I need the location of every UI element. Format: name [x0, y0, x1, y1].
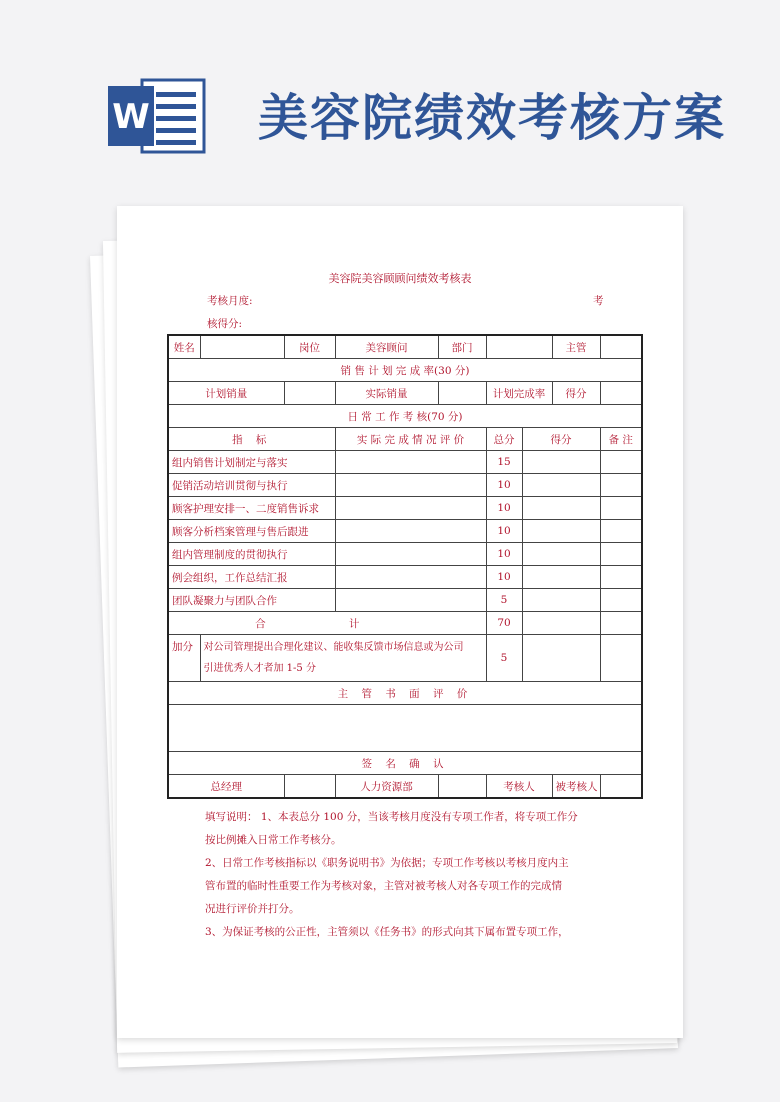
filling-instructions	[205, 806, 625, 944]
sign-row	[168, 775, 642, 799]
bonus-row	[168, 635, 642, 682]
gm-sign-cell[interactable]	[284, 775, 335, 799]
dept-label: 部门	[438, 335, 486, 359]
indicator-points: 10	[486, 543, 522, 566]
sum-score-cell[interactable]	[522, 612, 600, 635]
supervisor-eval-title: 主 管 书 面 评 价	[168, 682, 642, 705]
bonus-score-cell[interactable]	[522, 635, 600, 682]
score-cell[interactable]	[522, 474, 600, 497]
sum-label: 合 计	[168, 612, 486, 635]
post-label: 岗位	[284, 335, 335, 359]
bonus-text-line1: 对公司管理提出合理化建议、能收集反馈市场信息或为公司	[203, 642, 464, 653]
column-header-row	[168, 428, 642, 451]
score-cell[interactable]	[522, 566, 600, 589]
note-line: 按比例摊入日常工作考核分。	[205, 834, 342, 846]
gm-label: 总经理	[168, 775, 284, 799]
hr-label: 人力资源部	[335, 775, 438, 799]
indicator-name: 顾客分析档案管理与售后跟进	[168, 520, 335, 543]
indicator-points: 10	[486, 566, 522, 589]
actual-sales-label: 实际销量	[335, 382, 438, 405]
sales-score-label: 得分	[552, 382, 600, 405]
actual-sales-value[interactable]	[438, 382, 486, 405]
indicator-name: 组内销售计划制定与落实	[168, 451, 335, 474]
remark-cell[interactable]	[600, 520, 642, 543]
note-line: 3、为保证考核的公正性，主管须以《任务书》的形式向其下属布置专项工作，	[205, 926, 569, 938]
indicator-points: 10	[486, 474, 522, 497]
indicator-name: 例会组织，工作总结汇报	[168, 566, 335, 589]
assessee-label: 被考核人	[552, 775, 600, 799]
daily-section-title: 日 常 工 作 考 核(70 分)	[168, 405, 642, 428]
remark-cell[interactable]	[600, 566, 642, 589]
supervisor-value[interactable]	[600, 335, 642, 359]
indicator-name: 组内管理制度的贯彻执行	[168, 543, 335, 566]
evaluation-cell[interactable]	[335, 497, 486, 520]
score-cell[interactable]	[522, 543, 600, 566]
evaluation-cell[interactable]	[335, 589, 486, 612]
remark-cell[interactable]	[600, 451, 642, 474]
indicator-points: 5	[486, 589, 522, 612]
post-value: 美容顾问	[335, 335, 438, 359]
table-row	[168, 520, 642, 543]
remark-cell[interactable]	[600, 589, 642, 612]
indicator-name: 顾客护理安排一、二度销售诉求	[168, 497, 335, 520]
sign-section-title: 签 名 确 认	[168, 752, 642, 775]
sales-section-title: 销 售 计 划 完 成 率(30 分)	[168, 359, 642, 382]
sales-row	[168, 382, 642, 405]
remark-cell[interactable]	[600, 497, 642, 520]
header-row	[168, 335, 642, 359]
form-title: 美容院美容顾顾问绩效考核表	[328, 272, 472, 285]
indicator-header: 指 标	[168, 428, 335, 451]
total-header: 总分	[486, 428, 522, 451]
evaluation-cell[interactable]	[335, 520, 486, 543]
supervisor-eval-area[interactable]	[168, 705, 642, 752]
page-title: 美容院绩效考核方案	[258, 89, 726, 147]
corner-text: 考	[593, 295, 604, 307]
bonus-text-line2: 引进优秀人才者加 1-5 分	[203, 663, 316, 674]
plan-sales-value[interactable]	[284, 382, 335, 405]
table-row	[168, 497, 642, 520]
plan-sales-label: 计划销量	[168, 382, 284, 405]
indicator-points: 15	[486, 451, 522, 474]
sales-score-value[interactable]	[600, 382, 642, 405]
evaluation-cell[interactable]	[335, 474, 486, 497]
name-value[interactable]	[200, 335, 284, 359]
score-label: 核得分:	[207, 318, 243, 330]
bonus-remark-cell[interactable]	[600, 635, 642, 682]
bonus-description	[200, 635, 486, 682]
word-logo-letter: W	[112, 97, 150, 137]
score-cell[interactable]	[522, 497, 600, 520]
table-row	[168, 566, 642, 589]
indicator-points: 10	[486, 497, 522, 520]
supervisor-label: 主管	[552, 335, 600, 359]
indicator-points: 10	[486, 520, 522, 543]
word-icon	[108, 76, 206, 156]
table-row	[168, 543, 642, 566]
note-line: 况进行评价并打分。	[205, 903, 300, 915]
remark-header: 备 注	[600, 428, 642, 451]
evaluation-cell[interactable]	[335, 566, 486, 589]
note-line: 2、日常工作考核指标以《职务说明书》为依据；专项工作考核以考核月度内主	[205, 857, 569, 869]
name-label: 姓名	[168, 335, 200, 359]
evaluation-header: 实 际 完 成 情 况 评 价	[335, 428, 486, 451]
bonus-label: 加分	[168, 635, 200, 682]
table-row	[168, 589, 642, 612]
note-line: 填写说明： 1、本表总分 100 分，当该考核月度没有专项工作者，将专项工作分	[205, 811, 578, 823]
document-page	[117, 206, 683, 1038]
evaluation-cell[interactable]	[335, 451, 486, 474]
sum-row	[168, 612, 642, 635]
hr-sign-cell[interactable]	[438, 775, 486, 799]
note-line: 管布置的临时性重要工作为考核对象，主管对被考核人对各专项工作的完成情	[205, 880, 562, 892]
score-cell[interactable]	[522, 589, 600, 612]
evaluation-table	[167, 334, 643, 799]
sum-remark-cell[interactable]	[600, 612, 642, 635]
indicator-name: 促销活动培训贯彻与执行	[168, 474, 335, 497]
score-cell[interactable]	[522, 451, 600, 474]
bonus-points: 5	[486, 635, 522, 682]
table-row	[168, 451, 642, 474]
score-cell[interactable]	[522, 520, 600, 543]
completion-rate-label: 计划完成率	[486, 382, 552, 405]
assessor-label: 考核人	[486, 775, 552, 799]
remark-cell[interactable]	[600, 474, 642, 497]
sum-points: 70	[486, 612, 522, 635]
indicator-name: 团队凝聚力与团队合作	[168, 589, 335, 612]
month-label: 考核月度:	[207, 295, 253, 307]
remark-cell[interactable]	[600, 543, 642, 566]
evaluation-cell[interactable]	[335, 543, 486, 566]
assessee-sign-cell[interactable]	[600, 775, 642, 799]
table-row	[168, 474, 642, 497]
dept-value[interactable]	[486, 335, 552, 359]
score-header: 得分	[522, 428, 600, 451]
